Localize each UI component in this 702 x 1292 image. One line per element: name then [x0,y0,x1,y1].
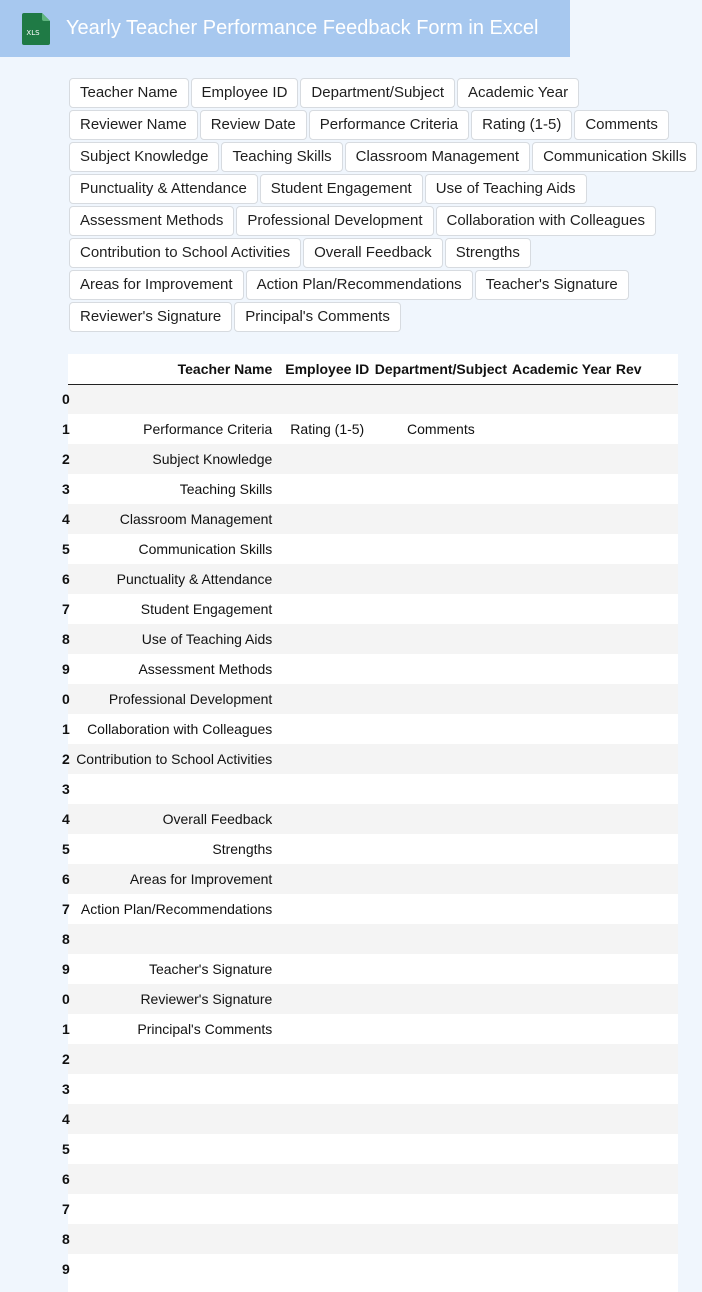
table-row [68,564,678,594]
row-index-label: 3 [62,781,70,797]
academic-year-cell [510,1044,614,1074]
field-tag[interactable]: Collaboration with Colleagues [436,206,656,236]
field-tag[interactable]: Classroom Management [345,142,530,172]
row-index-label: 5 [62,841,70,857]
academic-year-cell [510,954,614,984]
row-index [62,714,76,744]
employee-id-cell [282,744,372,774]
department-cell [372,1014,509,1044]
table-row [68,684,678,714]
reviewer-cell [614,1044,678,1074]
department-cell [372,1074,509,1104]
department-cell [372,774,509,804]
field-tag[interactable]: Use of Teaching Aids [425,174,587,204]
column-header-department: Department/Subject [372,354,509,384]
teacher-name-cell [76,1164,282,1194]
academic-year-cell [510,654,614,684]
row-index-label: 3 [62,1081,70,1097]
field-tag[interactable]: Reviewer's Signature [69,302,232,332]
row-index-label: 0 [62,991,70,1007]
row-index-label: 0 [62,391,70,408]
teacher-name-cell: Performance Criteria [76,414,282,444]
field-tag[interactable]: Rating (1-5) [471,110,572,140]
row-index [62,1014,76,1044]
employee-id-cell [282,654,372,684]
reviewer-cell [614,1254,678,1284]
employee-id-cell [282,594,372,624]
row-index [62,384,76,414]
row-index [62,1224,76,1254]
field-tag[interactable]: Performance Criteria [309,110,469,140]
teacher-name-cell [76,1134,282,1164]
row-index-label: 1 [62,1021,70,1037]
employee-id-cell [282,1044,372,1074]
teacher-name-cell [76,1254,282,1284]
academic-year-cell [510,534,614,564]
employee-id-cell [282,1194,372,1224]
field-tag[interactable]: Subject Knowledge [69,142,219,172]
reviewer-cell [614,984,678,1014]
page-title: Yearly Teacher Performance Feedback Form in Excel [66,17,539,39]
row-index [62,804,76,834]
table-row [68,1014,678,1044]
field-tag[interactable]: Reviewer Name [69,110,198,140]
table-row [68,864,678,894]
table-row [68,384,678,414]
teacher-name-cell: Teacher's Signature [76,954,282,984]
row-index-label: 7 [62,601,70,617]
academic-year-cell [510,564,614,594]
employee-id-cell [282,984,372,1014]
column-header-academic-year: Academic Year [510,354,614,384]
row-index-label: 5 [62,541,70,557]
table-row [68,1044,678,1074]
table-row [68,474,678,504]
department-cell [372,954,509,984]
row-index [62,624,76,654]
department-cell [372,384,509,414]
academic-year-cell [510,1104,614,1134]
row-index [62,744,76,774]
reviewer-cell [614,414,678,444]
teacher-name-cell [76,384,282,414]
department-cell [372,1254,509,1284]
row-index-label: 1 [62,721,70,737]
row-index-label: 7 [62,901,70,917]
reviewer-cell [614,804,678,834]
teacher-name-cell: Student Engagement [76,594,282,624]
academic-year-cell [510,504,614,534]
table-row [68,654,678,684]
department-cell [372,654,509,684]
field-tag[interactable]: Employee ID [191,78,299,108]
academic-year-cell [510,414,614,444]
field-tag[interactable]: Professional Development [236,206,433,236]
employee-id-cell [282,1074,372,1104]
row-index [62,1104,76,1134]
academic-year-cell [510,714,614,744]
employee-id-cell [282,714,372,744]
academic-year-cell [510,924,614,954]
reviewer-cell [614,774,678,804]
teacher-name-cell: Punctuality & Attendance [76,564,282,594]
table-row [68,804,678,834]
reviewer-cell [614,894,678,924]
row-index [62,654,76,684]
field-tag[interactable]: Communication Skills [532,142,697,172]
teacher-name-cell [76,1044,282,1074]
employee-id-cell [282,534,372,564]
reviewer-cell [614,1224,678,1254]
row-index [62,1254,76,1284]
field-tag[interactable]: Comments [574,110,669,140]
reviewer-cell [614,1194,678,1224]
teacher-name-cell: Areas for Improvement [76,864,282,894]
row-index-label: 9 [62,661,70,677]
feedback-table [62,354,678,1284]
column-header-index [68,354,76,384]
row-index [62,864,76,894]
table-row [68,774,678,804]
row-index [62,504,76,534]
academic-year-cell [510,1134,614,1164]
field-tag[interactable]: Teaching Skills [221,142,342,172]
reviewer-cell [614,834,678,864]
column-header-reviewer: Rev [614,354,678,384]
row-index [62,774,76,804]
row-index [62,1074,76,1104]
table-row [68,1224,678,1254]
table-row [68,504,678,534]
table-row [68,444,678,474]
academic-year-cell [510,474,614,504]
teacher-name-cell: Subject Knowledge [76,444,282,474]
reviewer-cell [614,384,678,414]
department-cell [372,864,509,894]
employee-id-cell: Rating (1-5) [282,414,372,444]
employee-id-cell [282,834,372,864]
department-cell [372,1194,509,1224]
academic-year-cell [510,984,614,1014]
row-index-label: 8 [62,931,70,947]
academic-year-cell [510,1014,614,1044]
department-cell [372,984,509,1014]
academic-year-cell [510,1164,614,1194]
academic-year-cell [510,744,614,774]
row-index-label: 5 [62,1141,70,1157]
teacher-name-cell [76,1194,282,1224]
employee-id-cell [282,1014,372,1044]
field-tag-list [69,78,702,334]
reviewer-cell [614,564,678,594]
row-index-label: 2 [62,751,70,767]
table-body [62,384,678,1284]
academic-year-cell [510,774,614,804]
table-row [68,744,678,774]
academic-year-cell [510,1224,614,1254]
teacher-name-cell: Contribution to School Activities [76,744,282,774]
row-index-label: 6 [62,1171,70,1187]
department-cell [372,894,509,924]
academic-year-cell [510,1194,614,1224]
row-index [62,474,76,504]
department-cell [372,1044,509,1074]
field-tag[interactable]: Assessment Methods [69,206,234,236]
teacher-name-cell: Principal's Comments [76,1014,282,1044]
row-index [62,1164,76,1194]
teacher-name-cell [76,774,282,804]
reviewer-cell [614,1074,678,1104]
employee-id-cell [282,504,372,534]
xls-icon-label: XLS [26,29,40,37]
teacher-name-cell [76,1104,282,1134]
teacher-name-cell: Professional Development [76,684,282,714]
reviewer-cell [614,684,678,714]
column-header-employee-id: Employee ID [282,354,372,384]
department-cell [372,444,509,474]
row-index-label: 4 [62,511,70,527]
table-row [68,534,678,564]
department-cell [372,534,509,564]
table-row [68,714,678,744]
department-cell [372,1134,509,1164]
academic-year-cell [510,1254,614,1284]
field-tag[interactable]: Contribution to School Activities [69,238,301,268]
row-index-label: 1 [62,421,70,437]
row-index-label: 9 [62,961,70,977]
employee-id-cell [282,1104,372,1134]
table-row [68,924,678,954]
table-row [68,984,678,1014]
academic-year-cell [510,444,614,474]
reviewer-cell [614,444,678,474]
row-index [62,984,76,1014]
teacher-name-cell: Overall Feedback [76,804,282,834]
row-index [62,1134,76,1164]
teacher-name-cell: Collaboration with Colleagues [76,714,282,744]
row-index-label: 7 [62,1201,70,1217]
table-row [68,954,678,984]
reviewer-cell [614,474,678,504]
teacher-name-cell: Use of Teaching Aids [76,624,282,654]
field-tag[interactable]: Areas for Improvement [69,270,244,300]
row-index [62,1194,76,1224]
teacher-name-cell: Action Plan/Recommendations [76,894,282,924]
reviewer-cell [614,1104,678,1134]
row-index [62,1044,76,1074]
table-row [68,894,678,924]
reviewer-cell [614,1164,678,1194]
department-cell: Comments [372,414,509,444]
department-cell [372,744,509,774]
employee-id-cell [282,444,372,474]
department-cell [372,714,509,744]
academic-year-cell [510,384,614,414]
table-row [68,1164,678,1194]
reviewer-cell [614,714,678,744]
employee-id-cell [282,624,372,654]
reviewer-cell [614,954,678,984]
row-index-label: 6 [62,871,70,887]
employee-id-cell [282,1224,372,1254]
department-cell [372,594,509,624]
department-cell [372,684,509,714]
field-tag[interactable]: Review Date [200,110,307,140]
spreadsheet-preview[interactable] [62,354,678,1292]
employee-id-cell [282,384,372,414]
field-tag[interactable]: Department/Subject [300,78,455,108]
department-cell [372,1224,509,1254]
row-index-label: 9 [62,1261,70,1277]
xls-file-icon [22,13,50,45]
row-index-label: 2 [62,1051,70,1067]
table-row [68,1134,678,1164]
row-index-label: 4 [62,811,70,827]
row-index-label: 6 [62,571,70,587]
department-cell [372,804,509,834]
employee-id-cell [282,684,372,714]
row-index [62,594,76,624]
table-row [68,1194,678,1224]
field-tag[interactable]: Action Plan/Recommendations [246,270,473,300]
row-index-label: 8 [62,631,70,647]
field-tag[interactable]: Principal's Comments [234,302,401,332]
department-cell [372,474,509,504]
reviewer-cell [614,1134,678,1164]
row-index [62,954,76,984]
table-row [68,594,678,624]
field-tag[interactable]: Strengths [445,238,531,268]
table-row [68,1104,678,1134]
employee-id-cell [282,864,372,894]
department-cell [372,1104,509,1134]
department-cell [372,1164,509,1194]
teacher-name-cell: Communication Skills [76,534,282,564]
table-row [68,1254,678,1284]
reviewer-cell [614,654,678,684]
academic-year-cell [510,1074,614,1104]
employee-id-cell [282,1254,372,1284]
academic-year-cell [510,684,614,714]
row-index-label: 3 [62,481,70,497]
column-header-teacher-name: Teacher Name [76,354,282,384]
row-index-label: 8 [62,1231,70,1247]
employee-id-cell [282,774,372,804]
academic-year-cell [510,834,614,864]
row-index [62,834,76,864]
employee-id-cell [282,564,372,594]
teacher-name-cell: Strengths [76,834,282,864]
row-index [62,924,76,954]
department-cell [372,624,509,654]
reviewer-cell [614,624,678,654]
teacher-name-cell: Classroom Management [76,504,282,534]
row-index [62,444,76,474]
row-index-label: 0 [62,691,70,707]
field-tag[interactable]: Student Engagement [260,174,423,204]
teacher-name-cell: Reviewer's Signature [76,984,282,1014]
teacher-name-cell [76,1224,282,1254]
employee-id-cell [282,474,372,504]
academic-year-cell [510,864,614,894]
row-index [62,414,76,444]
page-header [0,0,570,57]
reviewer-cell [614,594,678,624]
academic-year-cell [510,624,614,654]
reviewer-cell [614,744,678,774]
academic-year-cell [510,894,614,924]
teacher-name-cell [76,1074,282,1104]
reviewer-cell [614,504,678,534]
reviewer-cell [614,534,678,564]
teacher-name-cell [76,924,282,954]
field-tag[interactable]: Academic Year [457,78,579,108]
table-row [68,1074,678,1104]
employee-id-cell [282,1134,372,1164]
reviewer-cell [614,924,678,954]
field-tag[interactable]: Teacher Name [69,78,189,108]
academic-year-cell [510,804,614,834]
academic-year-cell [510,594,614,624]
teacher-name-cell: Assessment Methods [76,654,282,684]
department-cell [372,834,509,864]
reviewer-cell [614,864,678,894]
employee-id-cell [282,1164,372,1194]
department-cell [372,564,509,594]
row-index [62,534,76,564]
table-row [68,834,678,864]
employee-id-cell [282,894,372,924]
table-row [68,414,678,444]
field-tag[interactable]: Teacher's Signature [475,270,629,300]
row-index [62,894,76,924]
table-row [68,624,678,654]
department-cell [372,924,509,954]
teacher-name-cell: Teaching Skills [76,474,282,504]
row-index [62,564,76,594]
field-tag[interactable]: Punctuality & Attendance [69,174,258,204]
table-header-row [68,354,678,384]
employee-id-cell [282,804,372,834]
row-index [62,684,76,714]
employee-id-cell [282,924,372,954]
row-index-label: 2 [62,451,70,467]
employee-id-cell [282,954,372,984]
department-cell [372,504,509,534]
reviewer-cell [614,1014,678,1044]
row-index-label: 4 [62,1111,70,1127]
field-tag[interactable]: Overall Feedback [303,238,443,268]
